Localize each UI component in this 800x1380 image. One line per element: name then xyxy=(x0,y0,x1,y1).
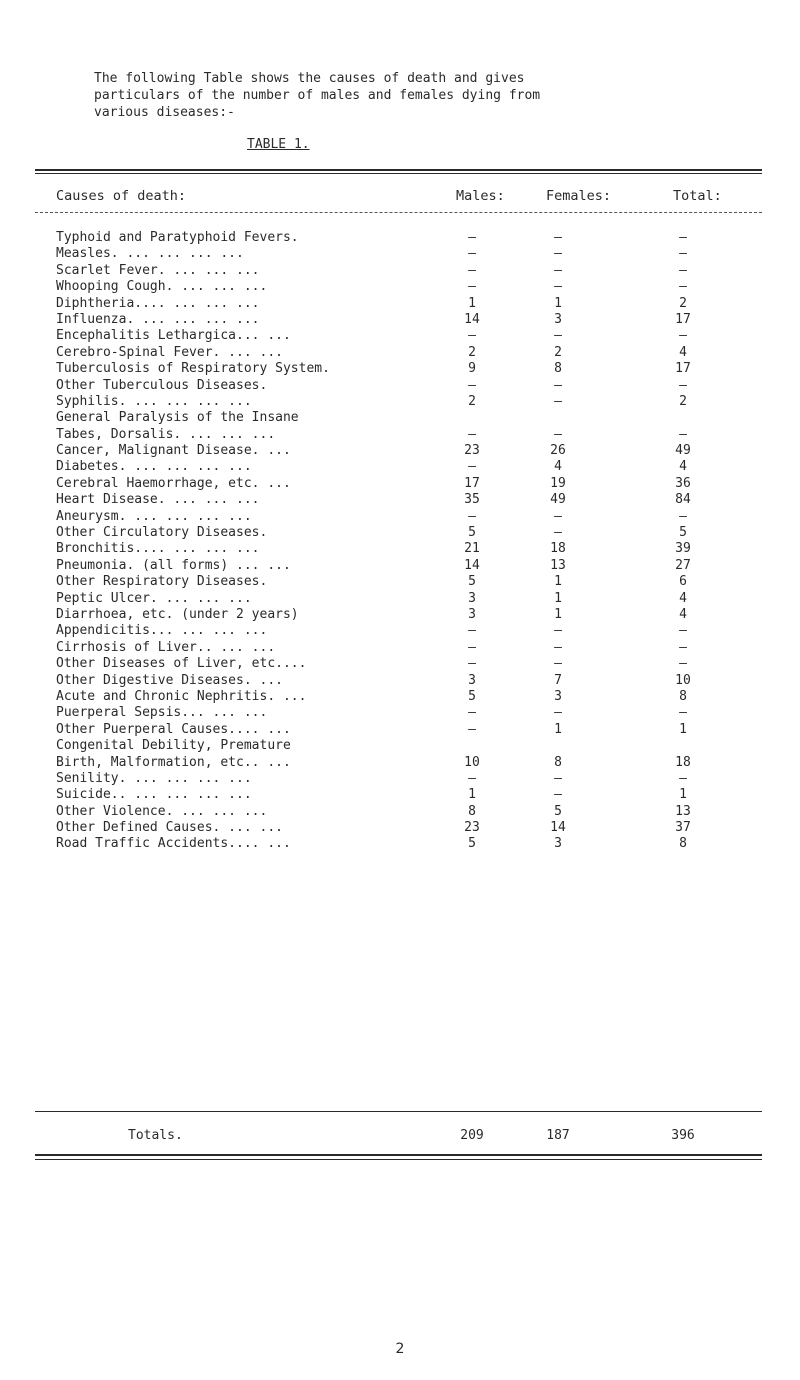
males-cell: 5 xyxy=(468,836,476,852)
table-row xyxy=(0,509,800,525)
cause-cell: Other Defined Causes. ... ... xyxy=(56,820,283,836)
total-cell: — xyxy=(679,328,687,344)
table-row xyxy=(0,230,800,246)
females-cell: 13 xyxy=(550,557,566,573)
causes-table xyxy=(0,230,800,853)
total-cell: — xyxy=(679,426,687,442)
page-number: 2 xyxy=(395,1341,405,1357)
cause-cell: Other Respiratory Diseases. xyxy=(56,574,268,590)
cause-cell: Bronchitis.... ... ... ... xyxy=(56,541,260,557)
intro-paragraph: The following Table shows the causes of death and gives particulars of the number of males and females dying from various diseases:- xyxy=(94,71,541,120)
cause-cell: Typhoid and Paratyphoid Fevers. xyxy=(56,230,299,245)
total-cell: 2 xyxy=(679,393,687,409)
table-row xyxy=(0,607,800,623)
table-row xyxy=(0,689,800,705)
females-cell: 3 xyxy=(554,836,562,852)
bottom-rule xyxy=(35,1154,762,1156)
total-cell: 1 xyxy=(679,721,687,737)
females-cell: — xyxy=(554,426,562,442)
males-cell: — xyxy=(468,639,476,655)
header-total: Total: xyxy=(673,188,722,204)
total-cell: 27 xyxy=(675,557,691,573)
totals-rule xyxy=(35,1111,762,1112)
table-row xyxy=(0,804,800,820)
totals-males: 209 xyxy=(460,1128,484,1143)
females-cell: 1 xyxy=(554,606,562,622)
cause-cell: General Paralysis of the Insane Tabes, Dorsalis. ... ... ... xyxy=(56,410,299,442)
females-cell: — xyxy=(554,639,562,655)
females-cell: — xyxy=(554,770,562,786)
cause-cell: Diphtheria.... ... ... ... xyxy=(56,295,260,311)
table-row xyxy=(0,328,800,344)
top-rule xyxy=(35,169,762,171)
cause-cell: Congenital Debility, Premature Birth, Malformation, etc.. ... xyxy=(56,738,291,770)
cause-cell: Diarrhoea, etc. (under 2 years) xyxy=(56,607,299,622)
cause-cell: Other Tuberculous Diseases. xyxy=(56,377,268,393)
cause-cell: Acute and Chronic Nephritis. ... xyxy=(56,688,307,704)
females-cell: 1 xyxy=(554,721,562,737)
total-cell: — xyxy=(679,705,687,721)
cause-cell: Other Diseases of Liver, etc.... xyxy=(56,656,307,672)
cause-cell: Measles. ... ... ... ... xyxy=(56,246,244,262)
females-cell: — xyxy=(554,393,562,409)
total-cell: 4 xyxy=(679,459,687,475)
males-cell: 10 xyxy=(464,754,480,770)
cause-cell: Other Digestive Diseases. ... xyxy=(56,672,283,688)
females-cell: — xyxy=(554,229,562,245)
females-cell: — xyxy=(554,328,562,344)
males-cell: — xyxy=(468,229,476,245)
females-cell: 49 xyxy=(550,492,566,508)
females-cell: — xyxy=(554,508,562,524)
table-row xyxy=(0,443,800,459)
cause-cell: Other Circulatory Diseases. xyxy=(56,525,268,541)
females-cell: 2 xyxy=(554,344,562,360)
cause-cell: Syphilis. ... ... ... ... xyxy=(56,393,252,409)
total-cell: 1 xyxy=(679,787,687,803)
females-cell: 19 xyxy=(550,475,566,491)
total-cell: — xyxy=(679,262,687,278)
total-cell: 49 xyxy=(675,443,691,459)
males-cell: — xyxy=(468,623,476,639)
total-cell: 2 xyxy=(679,295,687,311)
males-cell: — xyxy=(468,656,476,672)
total-cell: 8 xyxy=(679,688,687,704)
cause-cell: Tuberculosis of Respiratory System. xyxy=(56,361,330,377)
females-cell: — xyxy=(554,787,562,803)
totals-females: 187 xyxy=(546,1128,570,1143)
females-cell: 3 xyxy=(554,688,562,704)
females-cell: — xyxy=(554,246,562,262)
females-cell: — xyxy=(554,525,562,541)
table-row xyxy=(0,296,800,312)
cause-cell: Cancer, Malignant Disease. ... xyxy=(56,443,291,459)
bottom-rule-thin xyxy=(35,1159,762,1160)
females-cell: — xyxy=(554,279,562,295)
total-cell: — xyxy=(679,639,687,655)
females-cell: — xyxy=(554,656,562,672)
males-cell: 3 xyxy=(468,672,476,688)
table-row xyxy=(0,246,800,262)
cause-cell: Suicide.. ... ... ... ... xyxy=(56,787,252,803)
table-row xyxy=(0,836,800,852)
males-cell: 5 xyxy=(468,574,476,590)
total-cell: — xyxy=(679,656,687,672)
table-row xyxy=(0,279,800,295)
table-row xyxy=(0,394,800,410)
total-cell: 8 xyxy=(679,836,687,852)
females-cell: 3 xyxy=(554,311,562,327)
females-cell: 26 xyxy=(550,443,566,459)
table-row xyxy=(0,492,800,508)
cause-cell: Whooping Cough. ... ... ... xyxy=(56,279,268,295)
females-cell: 4 xyxy=(554,459,562,475)
table-row xyxy=(0,787,800,803)
table-row xyxy=(0,771,800,787)
females-cell: 5 xyxy=(554,803,562,819)
males-cell: — xyxy=(468,279,476,295)
table-row xyxy=(0,623,800,639)
males-cell: — xyxy=(468,770,476,786)
header-dashed-rule xyxy=(35,212,762,213)
females-cell: — xyxy=(554,262,562,278)
males-cell: 3 xyxy=(468,606,476,622)
cause-cell: Aneurysm. ... ... ... ... xyxy=(56,508,252,524)
table-row xyxy=(0,820,800,836)
total-cell: 17 xyxy=(675,311,691,327)
table-row xyxy=(0,673,800,689)
cause-cell: Heart Disease. ... ... ... xyxy=(56,492,260,508)
total-cell: 4 xyxy=(679,606,687,622)
total-cell: — xyxy=(679,229,687,245)
females-cell: — xyxy=(554,623,562,639)
cause-cell: Appendicitis... ... ... ... xyxy=(56,623,268,639)
males-cell: 14 xyxy=(464,557,480,573)
males-cell: — xyxy=(468,377,476,393)
males-cell: 14 xyxy=(464,311,480,327)
total-cell: 36 xyxy=(675,475,691,491)
males-cell: — xyxy=(468,246,476,262)
header-causes: Causes of death: xyxy=(56,188,187,204)
females-cell: 8 xyxy=(554,361,562,377)
total-cell: — xyxy=(679,377,687,393)
totals-label: Totals. xyxy=(128,1128,183,1143)
cause-cell: Encephalitis Lethargica... ... xyxy=(56,328,291,344)
table-row xyxy=(0,312,800,328)
males-cell: 35 xyxy=(464,492,480,508)
table-row xyxy=(0,574,800,590)
total-cell: — xyxy=(679,623,687,639)
table-row xyxy=(0,459,800,475)
females-cell: 14 xyxy=(550,820,566,836)
males-cell: — xyxy=(468,262,476,278)
cause-cell: Puerperal Sepsis... ... ... xyxy=(56,705,268,721)
females-cell: — xyxy=(554,377,562,393)
total-cell: 5 xyxy=(679,525,687,541)
females-cell: 8 xyxy=(554,754,562,770)
table-row xyxy=(0,361,800,377)
cause-cell: Cerebro-Spinal Fever. ... ... xyxy=(56,344,283,360)
males-cell: — xyxy=(468,426,476,442)
males-cell: 2 xyxy=(468,393,476,409)
males-cell: — xyxy=(468,705,476,721)
females-cell: 1 xyxy=(554,574,562,590)
table-row xyxy=(0,738,800,771)
cause-cell: Senility. ... ... ... ... xyxy=(56,770,252,786)
table-row xyxy=(0,591,800,607)
females-cell: 18 xyxy=(550,541,566,557)
cause-cell: Cerebral Haemorrhage, etc. ... xyxy=(56,475,291,491)
table-title: TABLE 1. xyxy=(247,137,310,152)
males-cell: — xyxy=(468,328,476,344)
total-cell: 18 xyxy=(675,754,691,770)
males-cell: 17 xyxy=(464,475,480,491)
table-row xyxy=(0,263,800,279)
males-cell: 5 xyxy=(468,525,476,541)
cause-cell: Road Traffic Accidents.... ... xyxy=(56,836,291,852)
total-cell: — xyxy=(679,508,687,524)
cause-cell: Pneumonia. (all forms) ... ... xyxy=(56,557,291,573)
males-cell: 23 xyxy=(464,820,480,836)
total-cell: — xyxy=(679,279,687,295)
females-cell: 1 xyxy=(554,590,562,606)
cause-cell: Influenza. ... ... ... ... xyxy=(56,311,260,327)
header-females: Females: xyxy=(546,188,612,204)
cause-cell: Scarlet Fever. ... ... ... xyxy=(56,262,260,278)
males-cell: 3 xyxy=(468,590,476,606)
total-cell: — xyxy=(679,770,687,786)
top-rule-thin xyxy=(35,173,762,174)
table-row xyxy=(0,640,800,656)
table-row xyxy=(0,705,800,721)
total-cell: 37 xyxy=(675,820,691,836)
females-cell: 1 xyxy=(554,295,562,311)
total-cell: 84 xyxy=(675,492,691,508)
males-cell: 23 xyxy=(464,443,480,459)
cause-cell: Diabetes. ... ... ... ... xyxy=(56,459,252,475)
total-cell: 4 xyxy=(679,344,687,360)
cause-cell: Other Puerperal Causes.... ... xyxy=(56,721,291,737)
table-row xyxy=(0,541,800,557)
total-cell: — xyxy=(679,246,687,262)
males-cell: 1 xyxy=(468,787,476,803)
females-cell: — xyxy=(554,705,562,721)
cause-cell: Other Violence. ... ... ... xyxy=(56,803,268,819)
males-cell: — xyxy=(468,459,476,475)
total-cell: 13 xyxy=(675,803,691,819)
table-row xyxy=(0,656,800,672)
table-row xyxy=(0,558,800,574)
cause-cell: Peptic Ulcer. ... ... ... xyxy=(56,590,252,606)
females-cell: 7 xyxy=(554,672,562,688)
males-cell: 8 xyxy=(468,803,476,819)
total-cell: 17 xyxy=(675,361,691,377)
table-row xyxy=(0,722,800,738)
males-cell: — xyxy=(468,508,476,524)
table-row xyxy=(0,410,800,443)
males-cell: — xyxy=(468,721,476,737)
table-row xyxy=(0,476,800,492)
males-cell: 5 xyxy=(468,688,476,704)
header-males: Males: xyxy=(456,188,505,204)
table-row xyxy=(0,378,800,394)
totals-total: 396 xyxy=(671,1128,695,1143)
males-cell: 2 xyxy=(468,344,476,360)
males-cell: 21 xyxy=(464,541,480,557)
total-cell: 10 xyxy=(675,672,691,688)
table-row xyxy=(0,345,800,361)
males-cell: 1 xyxy=(468,295,476,311)
total-cell: 39 xyxy=(675,541,691,557)
total-cell: 4 xyxy=(679,590,687,606)
table-row xyxy=(0,525,800,541)
males-cell: 9 xyxy=(468,361,476,377)
cause-cell: Cirrhosis of Liver.. ... ... xyxy=(56,639,276,655)
total-cell: 6 xyxy=(679,574,687,590)
